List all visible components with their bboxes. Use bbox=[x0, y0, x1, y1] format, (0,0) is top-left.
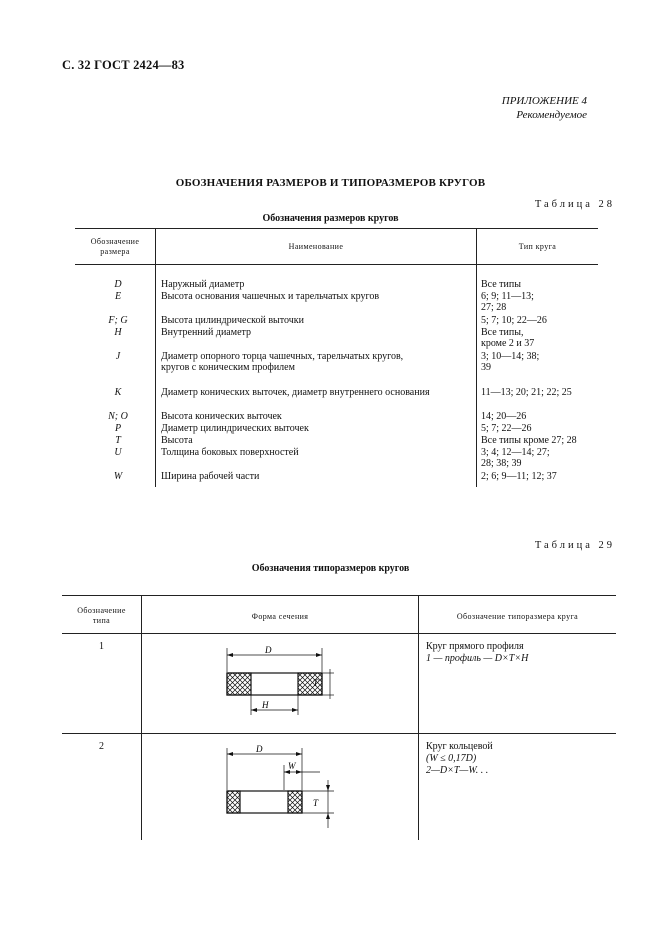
header-text: размера bbox=[100, 247, 130, 256]
table-cell-name: Диаметр цилиндрических выточек bbox=[161, 423, 309, 434]
table-cell-name: Наружный диаметр bbox=[161, 279, 245, 290]
table-cell-name: Высота bbox=[161, 435, 193, 446]
table-cell-designation: Круг прямого профиля bbox=[426, 641, 524, 652]
header-text: типа bbox=[92, 616, 111, 625]
table-cell-symbol: N; O bbox=[108, 411, 128, 422]
table29-header-rule bbox=[62, 633, 616, 634]
table-cell-symbol: K bbox=[114, 387, 122, 398]
table-cell-type: 28; 38; 39 bbox=[481, 458, 522, 469]
table-cell-symbol: H bbox=[114, 327, 122, 338]
table-cell-name: Высота цилиндрической выточки bbox=[161, 315, 304, 326]
table29-header-designation: Обозначение типоразмера круга bbox=[456, 612, 579, 621]
table-cell-symbol: T bbox=[115, 435, 121, 446]
table-cell-type: 2; 6; 9—11; 12; 37 bbox=[481, 471, 557, 482]
table-cell-type: Все типы bbox=[481, 279, 521, 290]
table28-top-rule bbox=[75, 228, 598, 229]
table28-label: Таблица 28 bbox=[534, 199, 615, 210]
appendix-note: Рекомендуемое bbox=[516, 109, 587, 121]
table-cell-designation: Круг кольцевой bbox=[426, 741, 493, 752]
table29-label: Таблица 29 bbox=[534, 540, 615, 551]
table-cell-type: 5; 7; 10; 22—26 bbox=[481, 315, 547, 326]
table-cell-type: 11—13; 20; 21; 22; 25 bbox=[481, 387, 572, 398]
table-cell-type: Все типы, bbox=[481, 327, 524, 338]
table-cell-type: 3; 10—14; 38; bbox=[481, 351, 540, 362]
appendix-title: ПРИЛОЖЕНИЕ 4 bbox=[501, 95, 587, 107]
table-cell-type: Все типы кроме 27; 28 bbox=[481, 435, 577, 446]
section-drawing-type-2 bbox=[210, 740, 350, 832]
table-cell-name: Диаметр конических выточек, диаметр внутреннего основания bbox=[161, 387, 430, 398]
table-cell-designation: 1 — профиль — D×T×H bbox=[426, 653, 529, 664]
header-text: Обозначение bbox=[90, 237, 140, 246]
table-cell-name: Высота конических выточек bbox=[161, 411, 282, 422]
table-cell-type: 39 bbox=[481, 362, 491, 373]
section-drawing-type-1 bbox=[210, 640, 350, 720]
dim-label-h: H bbox=[262, 700, 269, 710]
table-cell-symbol: D bbox=[114, 279, 122, 290]
table29-subtitle: Обозначения типоразмеров кругов bbox=[251, 563, 410, 574]
table29-col-divider-1 bbox=[141, 595, 142, 840]
main-title: ОБОЗНАЧЕНИЯ РАЗМЕРОВ И ТИПОРАЗМЕРОВ КРУГОВ bbox=[175, 177, 486, 189]
dim-label-d: D bbox=[265, 645, 272, 655]
table-cell-symbol: J bbox=[115, 351, 121, 362]
table-cell-designation: (W ≤ 0,17D) bbox=[426, 753, 477, 764]
table28-subtitle: Обозначения размеров кругов bbox=[262, 213, 399, 224]
table29-top-rule bbox=[62, 595, 616, 596]
table-cell-designation: 2—D×T—W. . . bbox=[426, 765, 489, 776]
table-cell-type: 3; 4; 12—14; 27; bbox=[481, 447, 550, 458]
table29-row-rule bbox=[62, 733, 616, 734]
table-cell-type: 27; 28 bbox=[481, 302, 507, 313]
table-cell-type-number: 1 bbox=[99, 641, 104, 652]
dim-label-d: D bbox=[256, 744, 263, 754]
table-cell-name: кругов с коническим профилем bbox=[161, 362, 295, 373]
table-cell-type: 5; 7; 22—26 bbox=[481, 423, 532, 434]
table-cell-symbol: W bbox=[113, 471, 123, 482]
dim-label-t: T bbox=[313, 798, 319, 808]
table-cell-name: Внутренний диаметр bbox=[161, 327, 251, 338]
table-cell-name: Высота основания чашечных и тарельчатых кругов bbox=[161, 291, 380, 302]
page-header: С. 32 ГОСТ 2424—83 bbox=[62, 58, 185, 72]
table28-header-type: Тип круга bbox=[518, 242, 557, 251]
table-cell-name: Диаметр опорного торца чашечных, тарельчатых кругов, bbox=[161, 351, 404, 362]
table-cell-symbol: P bbox=[114, 423, 122, 434]
dim-label-w: W bbox=[288, 761, 296, 771]
table28-header-symbol bbox=[75, 237, 155, 257]
dim-label-t: T bbox=[313, 678, 319, 688]
table28-col-divider-2 bbox=[476, 228, 477, 487]
header-text: Обозначение bbox=[77, 606, 126, 615]
table-cell-name: Ширина рабочей части bbox=[161, 471, 260, 482]
table-cell-symbol: U bbox=[114, 447, 122, 458]
table29-header-type bbox=[62, 606, 141, 626]
table-cell-symbol: F; G bbox=[108, 315, 128, 326]
table-cell-type: 6; 9; 11—13; bbox=[481, 291, 534, 302]
table29-col-divider-2 bbox=[418, 595, 419, 840]
table28-header-name: Наименование bbox=[288, 242, 344, 251]
table28-header-rule bbox=[75, 264, 598, 265]
table-cell-type: кроме 2 и 37 bbox=[481, 338, 535, 349]
table-cell-type-number: 2 bbox=[99, 741, 104, 752]
table-cell-type: 14; 20—26 bbox=[481, 411, 527, 422]
table-cell-name: Толщина боковых поверхностей bbox=[161, 447, 299, 458]
table-cell-symbol: E bbox=[114, 291, 122, 302]
table29-header-shape: Форма сечения bbox=[251, 612, 309, 621]
appendix-block bbox=[502, 94, 587, 122]
